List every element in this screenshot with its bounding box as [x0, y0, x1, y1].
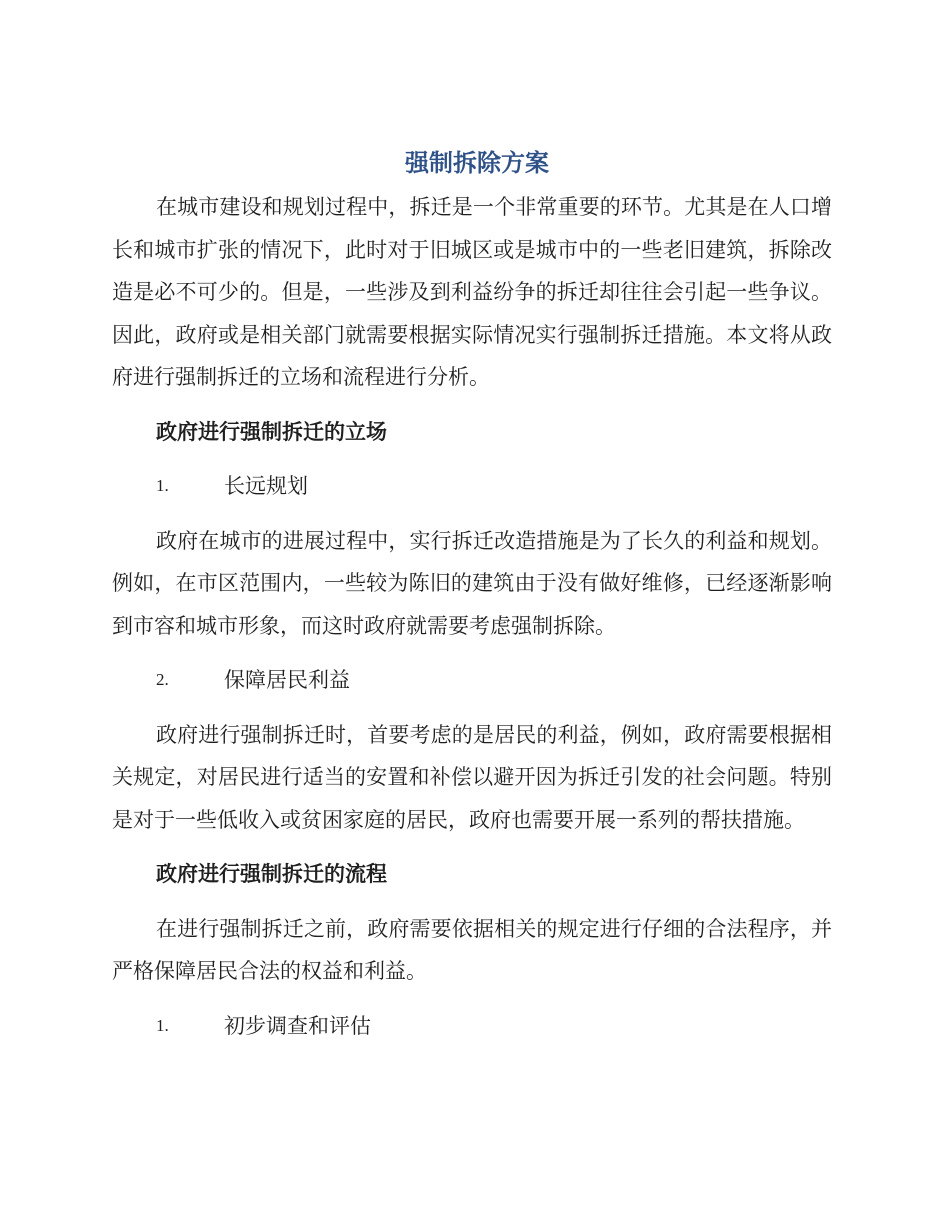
list-number: 1. — [156, 1015, 169, 1035]
intro-paragraph: 在城市建设和规划过程中，拆迁是一个非常重要的环节。尤其是在人口增长和城市扩张的情况下，此时对于旧城区或是城市中的一些老旧建筑，拆除改造是必不可少的。但是，一些涉及到利益纷争的拆迁却往往会引起一些争议。因此，政府或是相关部门就需要根据实际情况实行强制拆迁措施。本文将从政府进行强制拆迁的立场和流程进行分析。 — [112, 195, 832, 389]
list-number: 1. — [156, 476, 169, 495]
body-paragraph: 政府在城市的进展过程中，实行拆迁改造措施是为了长久的利益和规划。例如，在市区范围内，一些较为陈旧的建筑由于没有做好维修，已经逐渐影响到市容和城市形象，而这时政府就需要考虑强制拆除。 — [112, 528, 832, 638]
body-paragraph: 政府进行强制拆迁时，首要考虑的是居民的利益，例如，政府需要根据相关规定，对居民进行适当的安置和补偿以避开因为拆迁引发的社会问题。特别是对于一些低收入或贫困家庭的居民，政府也需要开展一系列的帮扶措施。 — [112, 722, 832, 832]
list-number: 2. — [156, 670, 169, 689]
list-item — [112, 1005, 832, 1048]
list-item — [112, 465, 832, 508]
section-heading-stance: 政府进行强制拆迁的立场 — [156, 418, 387, 444]
document-title: 强制拆除方案 — [405, 149, 549, 177]
list-item-title: 保障居民利益 — [224, 668, 350, 692]
body-paragraph: 在进行强制拆迁之前，政府需要依据相关的规定进行仔细的合法程序，并严格保障居民合法的权益和利益。 — [112, 916, 832, 983]
list-item-title: 初步调查和评估 — [224, 1013, 371, 1038]
section-heading-process: 政府进行强制拆迁的流程 — [156, 861, 387, 886]
document-page — [112, 140, 832, 1047]
list-item-title: 长远规划 — [224, 474, 308, 498]
list-item — [112, 659, 832, 702]
